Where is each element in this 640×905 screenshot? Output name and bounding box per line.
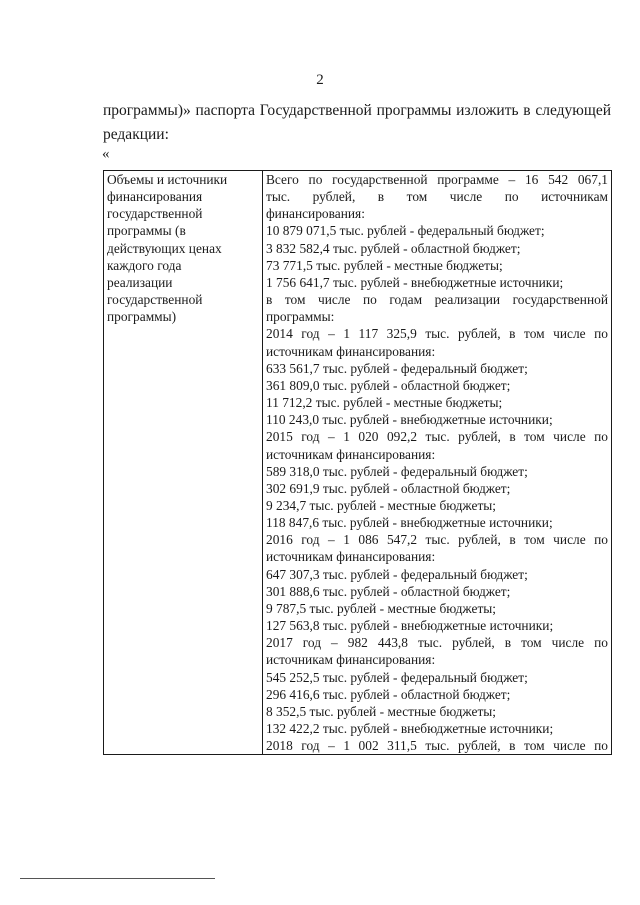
page-number: 2 [316,72,324,88]
content-line: 3 832 582,4 тыс. рублей - областной бюджет; [266,240,521,256]
opening-quote: « [102,146,110,162]
content-line: 9 787,5 тыс. рублей - местные бюджеты; [266,600,497,616]
label-line: Объемы и источники [107,172,228,187]
funding-label-cell [104,171,263,755]
label-line: государственной [107,206,203,222]
content-line: в том числе по годам реализации государственной [266,292,608,308]
content-line: программы: [266,309,335,325]
content-line: 2017 год – 982 443,8 тыс. рублей, в том числе по [266,635,608,651]
funding-table-row [104,171,612,755]
label-line: программы (в [107,223,186,239]
footnote-divider [20,878,215,879]
content-line: 8 352,5 тыс. рублей - местные бюджеты; [266,703,497,719]
content-line: финансирования: [266,206,365,222]
label-line: государственной [107,292,203,308]
funding-table [103,170,612,755]
content-line: 118 847,6 тыс. рублей - внебюджетные источники; [266,515,553,531]
content-line: источникам финансирования: [266,343,436,359]
content-line: 301 888,6 тыс. рублей - областной бюджет; [266,583,511,599]
content-line: 132 422,2 тыс. рублей - внебюджетные источники; [266,721,554,736]
content-line: источникам финансирования: [266,549,436,565]
content-line: 2014 год – 1 117 325,9 тыс. рублей, в том числе по [266,326,608,342]
content-line: 589 318,0 тыс. рублей - федеральный бюджет; [266,463,528,479]
funding-content-cell [263,171,612,755]
label-line: реализации [107,274,173,290]
intro-line-1: программы)» паспорта Государственной программы изложить в следующей [103,102,611,119]
content-line: 127 563,8 тыс. рублей - внебюджетные источники; [266,618,554,634]
content-line: 2015 год – 1 020 092,2 тыс. рублей, в том числе по [266,429,608,445]
content-line: 11 712,2 тыс. рублей - местные бюджеты; [266,395,503,411]
content-line: тыс. рублей, в том числе по источникам [266,189,608,205]
content-line: Всего по государственной программе – 16 542 067,1 [266,172,608,187]
content-line: 2016 год – 1 086 547,2 тыс. рублей, в том числе по [266,532,608,548]
content-line: 296 416,6 тыс. рублей - областной бюджет; [266,686,511,702]
label-line: программы) [107,309,177,325]
content-line: источникам финансирования: [266,446,436,462]
content-line: 10 879 071,5 тыс. рублей - федеральный бюджет; [266,223,545,239]
label-line: каждого года [107,257,182,273]
content-line: 73 771,5 тыс. рублей - местные бюджеты; [266,257,503,273]
content-line: 1 756 641,7 тыс. рублей - внебюджетные источники; [266,274,564,290]
content-line: 361 809,0 тыс. рублей - областной бюджет; [266,377,511,393]
content-line: 647 307,3 тыс. рублей - федеральный бюджет; [266,566,528,582]
content-line: 302 691,9 тыс. рублей - областной бюджет; [266,480,511,496]
content-line: 9 234,7 тыс. рублей - местные бюджеты; [266,497,497,513]
content-line: 2018 год – 1 002 311,5 тыс. рублей, в том числе по [266,738,608,754]
label-line: действующих ценах [107,240,222,256]
label-line: финансирования [107,189,203,205]
content-line: 545 252,5 тыс. рублей - федеральный бюджет; [266,669,528,685]
content-line: 110 243,0 тыс. рублей - внебюджетные источники; [266,412,553,428]
content-line: источникам финансирования: [266,652,436,668]
content-line: 633 561,7 тыс. рублей - федеральный бюджет; [266,360,528,376]
intro-line-2: редакции: [103,126,169,143]
